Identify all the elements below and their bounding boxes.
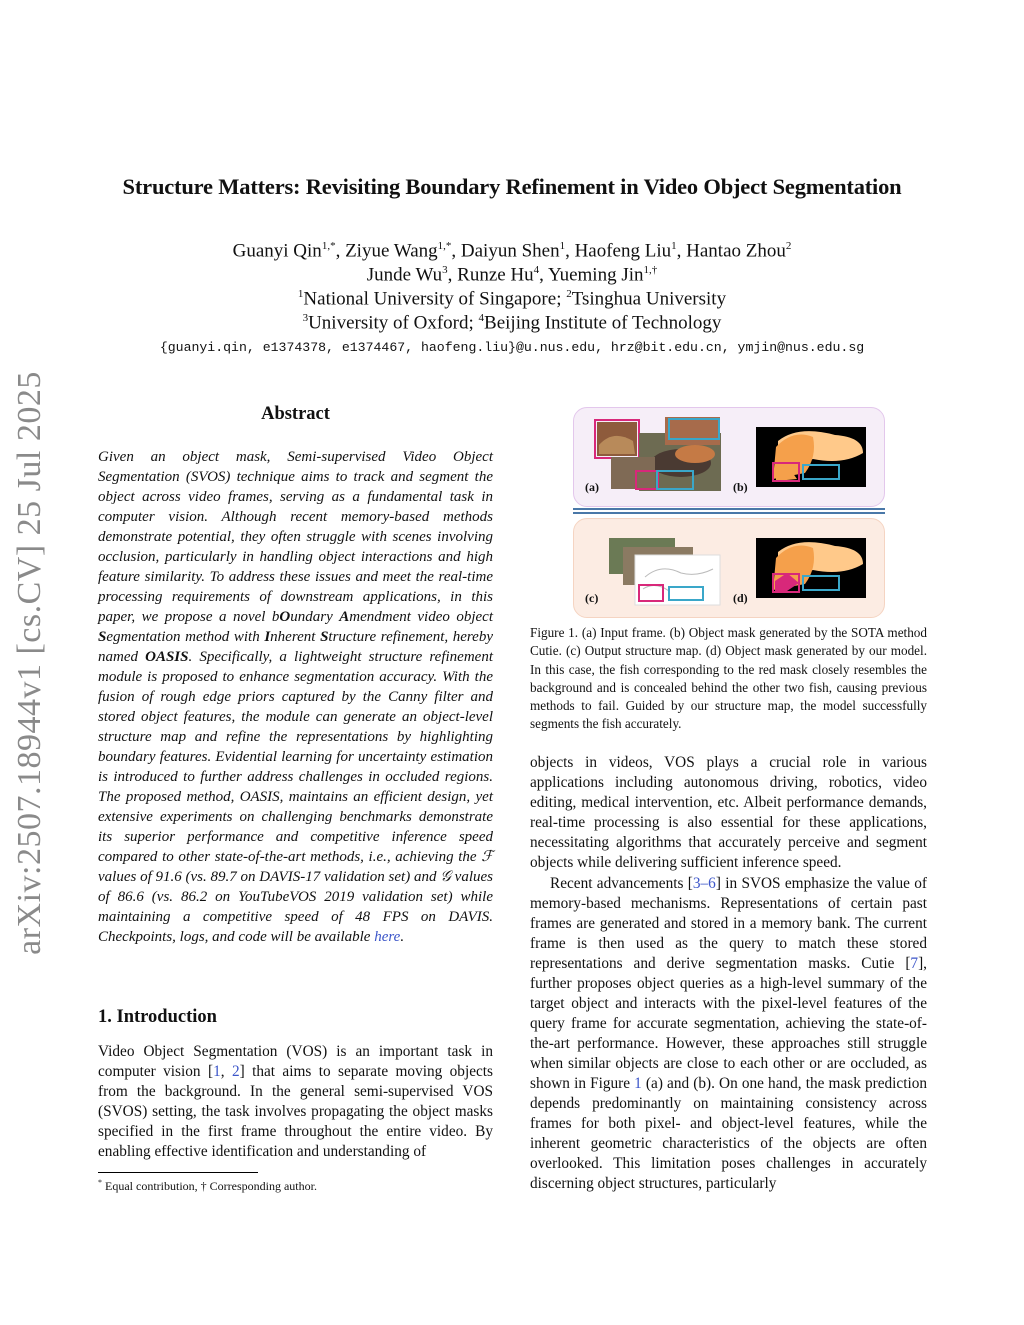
abstract-text: nherent [270, 629, 321, 645]
author-sup: 1,* [321, 240, 336, 252]
affiliations-line-2: $^3$University of Oxford; $^4$Beijing Institute of Technology [302, 312, 722, 334]
input-frame-image [595, 417, 721, 491]
authors-line-2: Junde Wu$^3$, Runze Hu$^4$, Yueming Jin$^{1,\dagger}$ [366, 264, 658, 286]
citation-link[interactable]: 1 [213, 1063, 221, 1080]
footnote-mark: * [98, 1178, 102, 1187]
abstract-text: Given an object mask, Semi-supervised Video Object Segmentation (SVOS) technique aims to track and segment the object across video frames, serving as a fundamental task in computer vision. Although recent memory-based methods demonstrate potential, they often struggle with scenes involving occlusion, particularly in handling object interactions and high feature similarity. To address these issues and meet the real-time processing requirements of downstream applications, in this paper, we propose a novel b [98, 449, 493, 625]
abstract-text: tructure refinement, hereby named [98, 629, 493, 665]
intro-text: Video Object Segmentation (VOS) is an important task in computer vision [ [98, 1043, 493, 1080]
intro-text: , [220, 1063, 232, 1080]
author-sup: 1,† [643, 264, 658, 276]
author-sup: 1 [559, 240, 566, 252]
author: Hantao Zhou [686, 240, 786, 262]
citation-link[interactable]: 2 [231, 1063, 240, 1080]
ours-mask-image [756, 538, 866, 598]
author-sup: 4 [533, 264, 540, 276]
panel-label-d: (d) [733, 591, 748, 605]
panel-label-b: (b) [733, 480, 748, 494]
abstract-text: undary [290, 609, 340, 625]
author-sup: 1 [671, 240, 677, 252]
affiliation: National University of Singapore [303, 288, 557, 310]
affiliation-sup: 3 [302, 312, 309, 324]
footnote-rule [98, 1172, 258, 1173]
acronym-letter: S [98, 629, 107, 645]
citation-link[interactable]: 7 [910, 955, 919, 972]
panel-label-c: (c) [585, 591, 599, 605]
affiliation: University of Oxford [308, 312, 469, 334]
intro-text: ] that aims to separate moving objects from the background. In the general semi-supervised VOS (SVOS) setting, the task involves propagating the object masks specified in the first frame throughout the entire video. By enabling effective identification and understanding of [98, 1063, 493, 1160]
frame-photo-left [611, 457, 655, 489]
abstract-text: mendment video object [349, 609, 493, 625]
citation-link[interactable]: 3–6 [692, 875, 716, 892]
affiliation-sup: 2 [566, 288, 572, 300]
paper-title: Structure Matters: Revisiting Boundary Refinement in Video Object Segmentation [122, 174, 902, 199]
paragraph: objects in videos, VOS plays a crucial role in various applications including autonomous driving, robotics, video editing, medical intervention, etc. Albeit performance demands, real-time processing is also essential for these applications, necessitating algorithms that accurately perceive and segment objects while delivering sufficient inference speed. [530, 754, 927, 871]
author-sup: 1,* [437, 240, 452, 252]
author-sup: 3 [442, 264, 448, 276]
paragraph [530, 874, 927, 1194]
code-link[interactable]: here [374, 929, 401, 945]
figure-1-illustration [573, 407, 885, 619]
author: Ziyue Wang [345, 240, 438, 262]
affiliations-line-1: $^1$National University of Singapore; $^2$Tsinghua University [297, 288, 727, 310]
intro-heading: 1. Introduction [98, 1007, 217, 1027]
acronym-letter: A [339, 609, 350, 625]
footnote [98, 1178, 317, 1194]
author: Haofeng Liu [574, 240, 672, 262]
fish-shape [675, 445, 715, 463]
arxiv-id: arXiv:2507.18944v1 [cs.CV] 25 Jul 2025 [11, 371, 48, 955]
structure-map [635, 555, 720, 605]
cutie-mask-image [756, 427, 866, 487]
author-emails: {guanyi.qin, e1374378, e1374467, haofeng.liu}@u.nus.edu, hrz@bit.edu.cn, ymjin@nus.edu.sg [159, 340, 865, 355]
body-text: (a) and (b). On one hand, the mask prediction depends predominantly on maintaining consistency across frames for both pixel- and object-level features, while the inherent geometric characteristics of the objects are often overlooked. This limitation poses challenges in accurately discerning object structures, particularly [530, 1075, 927, 1192]
authors-line-1: Guanyi Qin$^{1,*}$, Ziyue Wang$^{1,*}$, Daiyun Shen$^1$, Haofeng Liu$^1$, Hantao Zhou$^2$ [232, 240, 792, 262]
abstract-heading: Abstract [261, 404, 330, 424]
abstract-body [98, 447, 493, 947]
panel-label-a: (a) [585, 480, 599, 494]
abstract-text: . [400, 929, 405, 945]
author-sup: 2 [785, 240, 792, 252]
author: Junde Wu [366, 264, 443, 286]
method-name: OASIS [145, 649, 189, 665]
abstract-text: . Specifically, a lightweight structure refinement module is proposed to enhance segmentation accuracy. With the fusion of rough edge priors captured by the Canny filter and stored object features, the module can generate an object-level structure map and refine the representations by highlighting boundary features. Evidential learning for uncertainty estimation is introduced to further address challenges in occluded regions. The proposed method, OASIS, maintains an efficient design, yet extensive experiments on challenging benchmarks demonstrate its superior performance and competitive inference speed compared to other state-of-the-art methods, i.e., achieving the ℱ values of 91.6 (vs. 89.7 on DAVIS-17 validation set) and 𝒢 values of 86.6 (vs. 86.2 on YouTubeVOS 2019 validation set) while maintaining a competitive speed of 48 FPS on DAVIS. Checkpoints, logs, and code will be available [98, 649, 493, 945]
affiliation: Tsinghua University [571, 288, 727, 310]
figure-caption: Figure 1. (a) Input frame. (b) Object mask generated by the SOTA method Cutie. (c) Output structure map. (d) Object mask generated by our model. In this case, the fish corresponding to the red mask closely resembles the background and is concealed behind the other two fish, causing previous methods to fail. Guided by our structure map, the model successfully segments the fish accurately. [530, 625, 927, 732]
affiliation: Beijing Institute of Technology [484, 312, 722, 334]
author: Daiyun Shen [460, 240, 560, 262]
body-text: ], further proposes object queries as a high-level summary of the target object and interacts with the pixel-level features of the query frame for accurate segmentation, achieving the state-of-the-art performance. However, these approaches still struggle when similar objects are close to each other or are occluded, as shown in Figure [530, 955, 927, 1092]
figure-link[interactable]: 1 [634, 1075, 642, 1092]
body-text: ] in SVOS emphasize the value of memory-based mechanisms. Representations of certain past frames are generated and stored in a memory bank. The current frame is then used as the query to match these stored representations and derive segmentation masks. Cutie [ [530, 875, 927, 972]
arxiv-sidebar [10, 371, 50, 955]
body-text: Recent advancements [ [550, 875, 693, 892]
footnote-text: Equal contribution, † Corresponding author. [102, 1179, 317, 1193]
intro-body [98, 1042, 493, 1162]
abstract-text: egmentation method with [106, 629, 265, 645]
acronym-letter: O [279, 609, 291, 625]
frame-photo-top [665, 417, 720, 445]
acronym-letter: S [320, 629, 329, 645]
right-column-body [530, 753, 927, 1194]
acronym-letter: I [264, 629, 271, 645]
author: Guanyi Qin [232, 240, 322, 262]
author: Runze Hu [457, 264, 534, 286]
structure-map-image [609, 538, 720, 605]
author: Yueming Jin [547, 264, 644, 286]
affiliation-sup: 1 [297, 288, 304, 300]
affiliation-sup: 4 [478, 312, 485, 324]
